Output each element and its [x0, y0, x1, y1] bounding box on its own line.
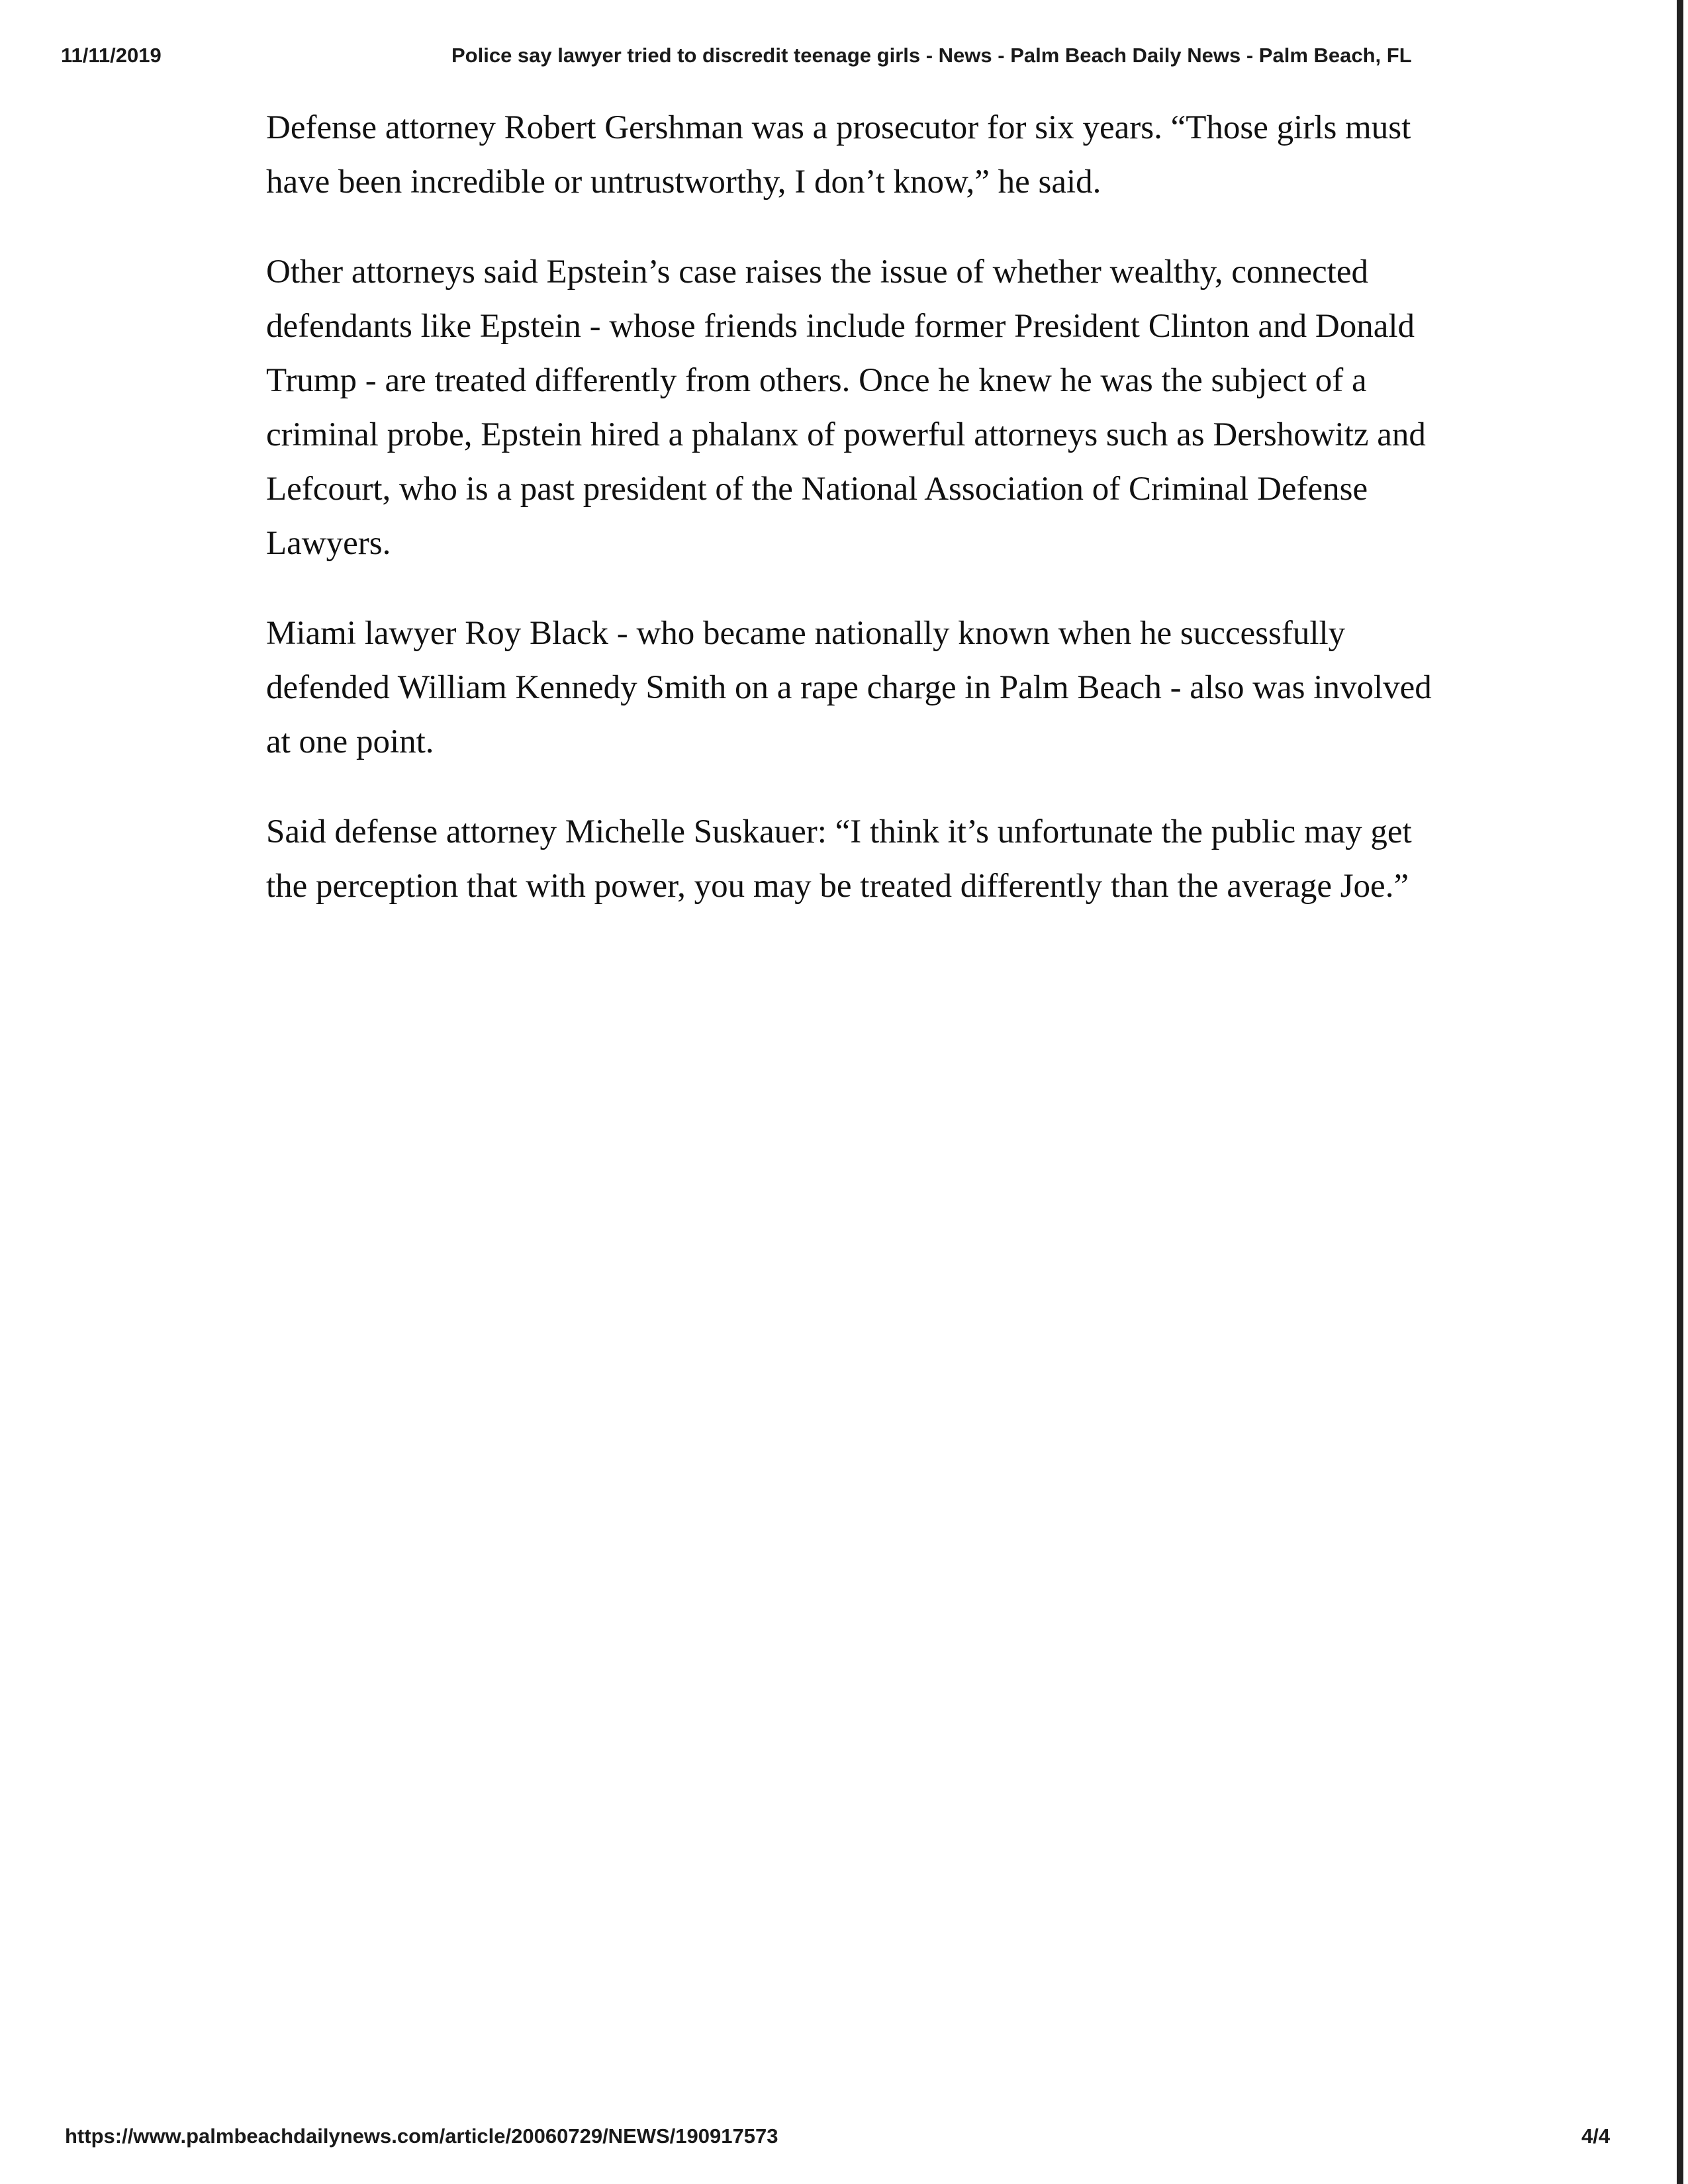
- page-title: Police say lawyer tried to discredit teenage girls - News - Palm Beach Daily News - Palm Beach, FL: [451, 44, 1412, 67]
- page-edge-divider: [1677, 0, 1683, 2184]
- source-url: https://www.palmbeachdailynews.com/article/20060729/NEWS/190917573: [65, 2124, 778, 2148]
- article-paragraph: Defense attorney Robert Gershman was a prosecutor for six years. “Those girls must have been incredible or untrustworthy, I don’t know,” he said.: [266, 109, 1411, 201]
- article-paragraph: Said defense attorney Michelle Suskauer: “I think it’s unfortunate the public may get the perception that with power, you may be treated differently than the average Joe.”: [266, 813, 1412, 905]
- article-body: [266, 101, 1444, 949]
- article-paragraph: Other attorneys said Epstein’s case raises the issue of whether wealthy, connected defendants like Epstein - whose friends include former President Clinton and Donald Trump - are treated differently from others. Once he knew he was the subject of a criminal probe, Epstein hired a phalanx of powerful attorneys such as Dershowitz and Lefcourt, who is a past president of the National Association of Criminal Defense Lawyers.: [266, 253, 1426, 562]
- article-paragraph: Miami lawyer Roy Black - who became nationally known when he successfully defended William Kennedy Smith on a rape charge in Palm Beach - also was involved at one point.: [266, 615, 1432, 760]
- print-date: 11/11/2019: [61, 44, 162, 67]
- page-number: 4/4: [1581, 2124, 1611, 2148]
